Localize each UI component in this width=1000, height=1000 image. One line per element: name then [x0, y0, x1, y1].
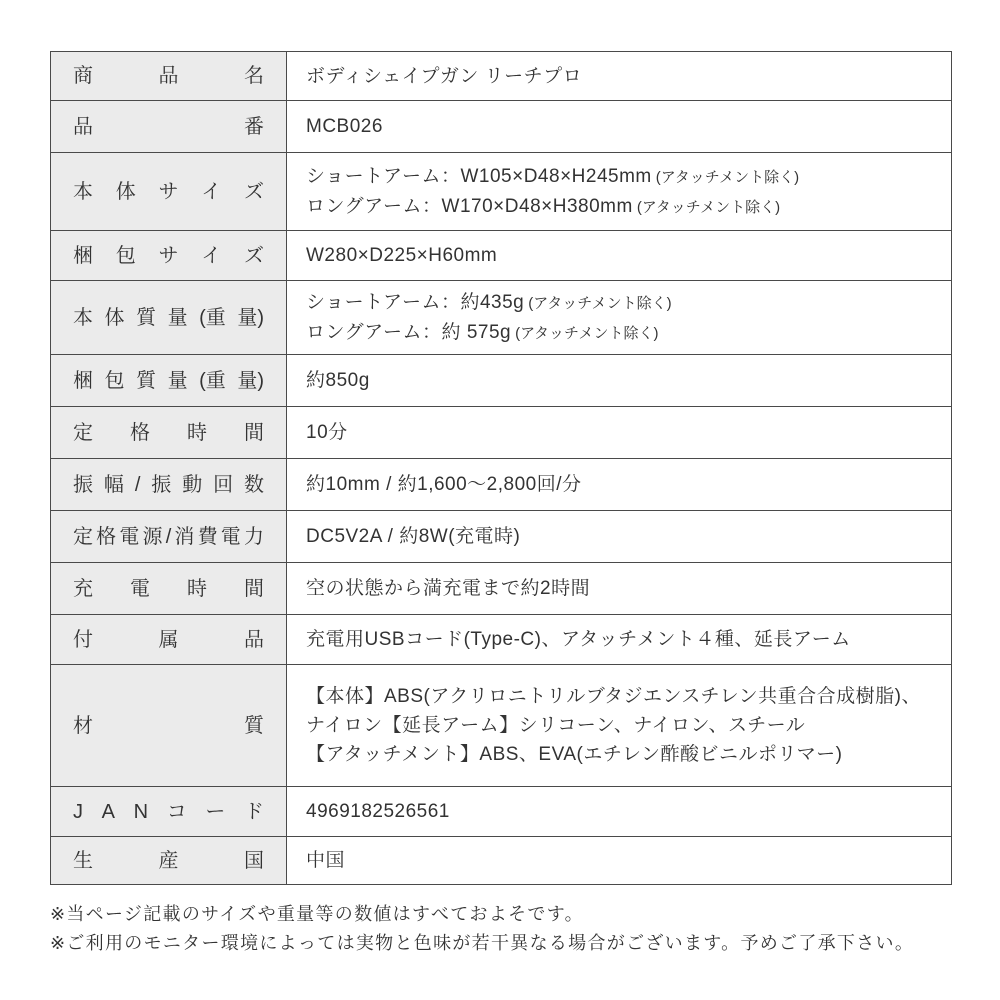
label-glyph: N [133, 800, 149, 823]
label-glyph: 量 [167, 306, 188, 329]
label-glyph: 質 [136, 369, 157, 392]
label-glyph: 品 [158, 65, 179, 87]
label-glyph: 本 [73, 180, 93, 203]
label-glyph: / [165, 525, 172, 548]
row-jan-code [51, 787, 952, 837]
spec-label [73, 798, 264, 826]
spec-value-line [306, 682, 935, 740]
label-glyph: 時 [187, 421, 207, 444]
spec-label-cell [51, 837, 287, 885]
footnote: ※当ページ記載のサイズや重量等の数値はすべておよそです。 [50, 904, 584, 924]
label-glyph: 包 [115, 244, 136, 267]
spec-value-cell [287, 615, 952, 665]
label-glyph: 数 [244, 473, 264, 496]
spec-value-cell [287, 459, 952, 511]
label-glyph: 名 [244, 65, 264, 87]
label-glyph: 電 [119, 525, 140, 548]
spec-label-cell [51, 153, 287, 231]
label-glyph: 質 [244, 714, 264, 737]
label-glyph: ド [244, 800, 264, 823]
label-glyph: 梱 [73, 369, 93, 392]
spec-label [73, 523, 264, 551]
spec-value: ロングアーム：W170×D48×H380mm [306, 195, 633, 217]
spec-label [73, 626, 264, 654]
spec-value-line [306, 318, 935, 348]
label-glyph: 梱 [73, 244, 93, 267]
spec-label-cell [51, 615, 287, 665]
spec-label [73, 575, 264, 603]
label-glyph: A [101, 800, 115, 823]
spec-label [73, 304, 264, 332]
spec-value-cell [287, 101, 952, 153]
label-glyph: ー [205, 800, 226, 823]
spec-value-note: (アタッチメント除く) [636, 198, 781, 216]
label-glyph: 定 [73, 525, 93, 548]
label-glyph: 量 [167, 369, 188, 392]
spec-label [73, 419, 264, 447]
label-glyph: 付 [73, 628, 93, 651]
row-country-of-origin [51, 837, 952, 885]
spec-value-cell [287, 281, 952, 355]
spec-value: 約10mm / 約1,600～2,800回/分 [306, 474, 582, 495]
label-glyph: 品 [244, 628, 264, 651]
spec-value-cell [287, 407, 952, 459]
label-glyph: 属 [158, 628, 179, 651]
spec-value-cell [287, 563, 952, 615]
row-rated-time [51, 407, 952, 459]
label-glyph: イ [201, 180, 222, 203]
spec-label-cell [51, 52, 287, 101]
spec-label-cell [51, 665, 287, 787]
row-accessories [51, 615, 952, 665]
label-glyph: 時 [187, 577, 207, 600]
spec-value: 10分 [306, 422, 348, 443]
label-glyph: 源 [142, 525, 163, 548]
spec-label [73, 242, 264, 270]
row-product-name [51, 52, 952, 101]
spec-value: DC5V2A / 約8W(充電時) [306, 526, 521, 547]
spec-value: ショートアーム：約435g [306, 291, 525, 313]
label-glyph: 充 [73, 577, 93, 600]
spec-label-cell [51, 459, 287, 511]
label-glyph: 間 [244, 577, 264, 600]
label-glyph: 振 [73, 473, 93, 496]
label-glyph: 間 [244, 421, 264, 444]
label-glyph: / [134, 473, 141, 496]
spec-label-cell [51, 407, 287, 459]
label-glyph: 産 [158, 849, 179, 872]
row-body-size [51, 153, 952, 231]
spec-value: ロングアーム：約 575g [306, 321, 512, 343]
row-charge-time [51, 563, 952, 615]
label-glyph: 格 [96, 525, 117, 548]
spec-label [73, 847, 264, 875]
label-glyph: 生 [73, 849, 93, 872]
label-glyph: サ [158, 180, 179, 203]
spec-value-cell [287, 665, 952, 787]
spec-value-note: (アタッチメント除く) [655, 168, 800, 186]
spec-table [50, 51, 952, 885]
label-glyph: 電 [220, 525, 241, 548]
spec-value-cell [287, 52, 952, 101]
spec-label-cell [51, 231, 287, 281]
spec-label-cell [51, 511, 287, 563]
spec-value-cell [287, 511, 952, 563]
label-glyph: 量) [237, 306, 264, 329]
spec-label [73, 113, 264, 141]
spec-value-note: (アタッチメント除く) [528, 294, 672, 312]
spec-label-cell [51, 101, 287, 153]
label-glyph: イ [201, 244, 222, 267]
spec-value: 【アタッチメント】ABS、EVA(エチレン酢酸ビニルポリマー) [306, 744, 843, 765]
label-glyph: 番 [244, 115, 264, 138]
label-glyph: 包 [104, 369, 125, 392]
spec-value-line [306, 740, 935, 769]
label-glyph: 材 [73, 714, 93, 737]
spec-value-line [306, 162, 935, 192]
label-glyph: 電 [130, 577, 150, 600]
footnote: ※ご利用のモニター環境によっては実物と色味が若干異なる場合がございます。予めご了承下さい。 [50, 933, 915, 953]
spec-label [73, 62, 264, 90]
spec-value-cell [287, 231, 952, 281]
spec-label [73, 471, 264, 499]
label-glyph: 動 [182, 473, 203, 496]
spec-value: ボディシェイプガン リーチプロ [306, 65, 583, 87]
spec-table-container [50, 51, 951, 885]
spec-value-cell [287, 355, 952, 407]
label-glyph: 費 [197, 525, 218, 548]
spec-value-note: (アタッチメント除く) [515, 324, 659, 342]
label-glyph: 消 [174, 525, 195, 548]
label-glyph: J [73, 800, 83, 823]
row-body-weight [51, 281, 952, 355]
spec-value: 空の状態から満充電まで約2時間 [306, 578, 591, 599]
spec-value-cell [287, 153, 952, 231]
spec-value: ショートアーム：W105×D48×H245mm [306, 165, 652, 187]
label-glyph: 定 [73, 421, 93, 444]
spec-value: 中国 [306, 850, 346, 871]
footnotes [50, 900, 980, 958]
label-glyph: サ [158, 244, 179, 267]
spec-value: 充電用USBコード(Type-C)、アタッチメント４種、延長アーム [306, 629, 851, 650]
spec-value: 4969182526561 [306, 801, 450, 822]
row-power [51, 511, 952, 563]
spec-label-cell [51, 563, 287, 615]
spec-value-line [306, 192, 935, 222]
spec-label-cell [51, 355, 287, 407]
label-glyph: 体 [115, 180, 136, 203]
label-glyph: 格 [130, 421, 150, 444]
row-model-number [51, 101, 952, 153]
spec-label [73, 712, 264, 740]
label-glyph: 量) [237, 369, 264, 392]
label-glyph: ズ [244, 180, 264, 203]
label-glyph: 体 [104, 306, 125, 329]
label-glyph: 回 [213, 473, 234, 496]
label-glyph: 国 [244, 849, 264, 872]
spec-value: 【本体】ABS(アクリロニトリルブタジエンスチレン共重合合成樹脂)、ナイロン【延長アーム】シリコーン、ナイロン、スチール [306, 686, 921, 736]
spec-value-line [306, 288, 935, 318]
spec-value: 約850g [306, 370, 370, 391]
label-glyph: 振 [151, 473, 172, 496]
row-package-size [51, 231, 952, 281]
spec-value: MCB026 [306, 116, 383, 137]
row-amplitude-frequency [51, 459, 952, 511]
label-glyph: (重 [199, 306, 226, 329]
label-glyph: 本 [73, 306, 93, 329]
label-glyph: ズ [244, 244, 264, 267]
spec-value-cell [287, 787, 952, 837]
spec-label-cell [51, 281, 287, 355]
label-glyph: 質 [136, 306, 157, 329]
label-glyph: 幅 [103, 473, 124, 496]
label-glyph: (重 [199, 369, 226, 392]
label-glyph: 力 [243, 525, 264, 548]
spec-label [73, 178, 264, 206]
spec-value: W280×D225×H60mm [306, 245, 498, 266]
spec-label-cell [51, 787, 287, 837]
row-material [51, 665, 952, 787]
label-glyph: 商 [73, 65, 93, 87]
label-glyph: コ [166, 800, 187, 823]
row-package-weight [51, 355, 952, 407]
label-glyph: 品 [73, 115, 93, 138]
spec-value-cell [287, 837, 952, 885]
spec-label [73, 367, 264, 395]
